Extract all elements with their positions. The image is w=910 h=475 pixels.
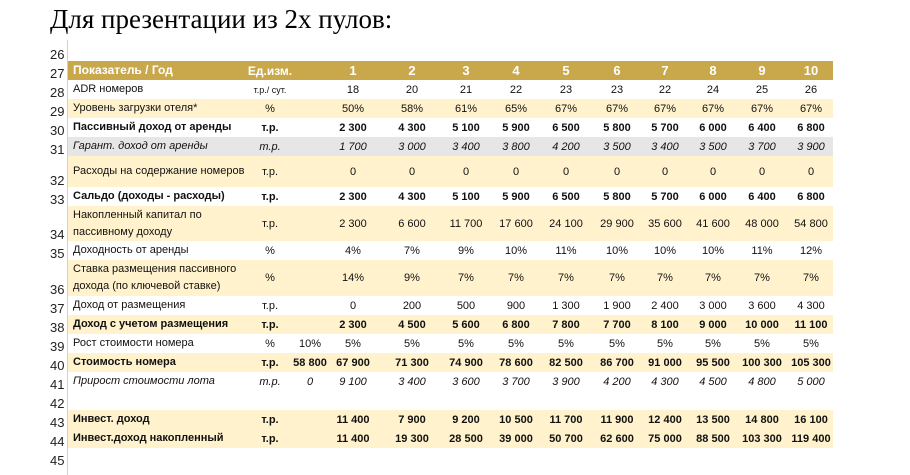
data-cell [491, 391, 541, 410]
data-cell: 7% [803, 272, 819, 284]
data-cell: 22 [509, 83, 523, 96]
data-cell: 11% [555, 244, 577, 257]
data-cell: 5 600 [452, 318, 480, 331]
data-cell: 9% [458, 244, 474, 257]
data-cell: 5 900 [502, 121, 530, 134]
data-cell: 3 000 [398, 140, 426, 153]
row-number: 31 [50, 142, 65, 157]
data-cell: 29 900 [600, 217, 634, 230]
data-cell: 5 800 [603, 121, 631, 134]
row-number: 45 [50, 453, 65, 468]
data-cell: 1 700 [339, 140, 367, 153]
data-cell: 0 [709, 165, 717, 178]
data-cell: 11 400 [336, 432, 370, 445]
data-cell: 0 [408, 165, 416, 178]
data-cell: 0 [349, 165, 357, 178]
data-cell: 95 500 [696, 356, 730, 369]
data-cell: 5 100 [452, 190, 480, 203]
data-cell: 65% [504, 102, 528, 115]
row-unit: т.р./ сут. [253, 84, 287, 95]
data-cell: 900 [506, 299, 526, 312]
data-cell: 11 900 [600, 413, 634, 426]
data-cell: 3 900 [552, 375, 580, 388]
data-cell: 7% [754, 272, 770, 284]
data-cell: 5 000 [797, 375, 825, 388]
row-label: Ставка размещения пассивного дохода (по ключевой ставке) [73, 263, 237, 292]
data-cell: 7% [657, 272, 673, 284]
row-number: 29 [50, 104, 65, 119]
data-cell: 5% [803, 337, 819, 350]
row-label: Доходность от аренды [73, 244, 189, 256]
data-cell: 25 [755, 83, 769, 96]
data-cell: 35 600 [648, 217, 682, 230]
header-year: 5 [562, 63, 570, 78]
data-cell: 7 800 [552, 318, 580, 331]
row-unit: % [265, 102, 275, 115]
row-number: 43 [50, 415, 65, 430]
data-cell: 9 000 [699, 318, 727, 331]
header-year: 8 [709, 63, 717, 78]
data-cell: 7 700 [603, 318, 631, 331]
data-cell: 50% [341, 102, 365, 115]
row-unit: % [265, 244, 275, 257]
row-unit: т.р. [261, 432, 279, 445]
row-label: Прирост стоимости лота [73, 375, 215, 387]
data-cell: 17 600 [499, 217, 533, 230]
data-cell: 50 700 [549, 432, 583, 445]
data-cell: 16 100 [794, 413, 828, 426]
row-label: Расходы на содержание номеров [73, 165, 245, 177]
data-cell: 5 900 [502, 190, 530, 203]
data-cell: 5% [609, 337, 625, 350]
data-cell: 67% [605, 102, 629, 115]
data-cell: 5% [345, 337, 361, 350]
data-cell: 4 300 [651, 375, 679, 388]
data-cell: 7% [609, 272, 625, 284]
data-cell: 3 000 [699, 299, 727, 312]
data-cell: 3 400 [452, 140, 480, 153]
data-cell: 11 700 [549, 413, 583, 426]
data-cell: 5 700 [651, 121, 679, 134]
data-cell: 2 300 [339, 121, 367, 134]
data-cell: 105 300 [791, 356, 831, 369]
data-cell: 0 [562, 165, 570, 178]
data-cell: 10% [504, 244, 528, 257]
row-number: 42 [50, 396, 65, 411]
data-cell: 0 [661, 165, 669, 178]
row-label: Уровень загрузки отеля* [73, 102, 198, 114]
row-number: 37 [50, 301, 65, 316]
data-cell: 26 [804, 83, 818, 96]
data-cell: 3 400 [651, 140, 679, 153]
data-cell: 7 900 [398, 413, 426, 426]
row-unit: т.р. [261, 121, 279, 134]
data-cell: 7% [458, 272, 474, 284]
data-cell [328, 391, 378, 410]
header-year: 4 [512, 63, 520, 78]
data-cell: 82 500 [549, 356, 583, 369]
data-cell: 11 700 [449, 217, 483, 230]
row-unit: % [265, 337, 275, 350]
data-cell: 24 [706, 83, 720, 96]
data-cell: 119 400 [791, 432, 831, 445]
data-cell: 4% [345, 244, 361, 257]
header-indicator-label: Показатель / Год [73, 63, 173, 77]
data-cell: 4 200 [552, 140, 580, 153]
data-cell [592, 391, 642, 410]
data-cell: 18 [346, 83, 360, 96]
data-cell: 75 000 [648, 432, 682, 445]
data-cell: 9 200 [452, 413, 480, 426]
data-cell [541, 391, 591, 410]
data-cell: 0 [462, 165, 470, 178]
data-cell: 6 000 [699, 190, 727, 203]
data-cell: 7% [558, 272, 574, 284]
data-cell: 2 300 [339, 217, 367, 230]
header-year: 2 [408, 63, 416, 78]
row-number: 41 [50, 377, 65, 392]
data-cell: 4 300 [797, 299, 825, 312]
data-cell [441, 391, 491, 410]
row-number: 35 [50, 246, 65, 261]
row-unit: т.р. [261, 413, 279, 426]
row-base-value: 58 800 [293, 356, 327, 369]
data-cell: 67% [653, 102, 677, 115]
data-cell: 6 400 [748, 190, 776, 203]
row-number: 39 [50, 339, 65, 354]
row-number: 32 [50, 173, 65, 188]
data-cell: 0 [512, 165, 520, 178]
data-cell: 103 300 [742, 432, 782, 445]
data-cell: 24 100 [549, 217, 583, 230]
data-cell: 3 800 [502, 140, 530, 153]
row-label: Рост стоимости номера [73, 337, 194, 349]
document-heading: Для презентации из 2х пулов: [50, 4, 393, 34]
data-cell: 5% [705, 337, 721, 350]
data-cell: 8 100 [651, 318, 679, 331]
data-cell: 71 300 [395, 356, 429, 369]
row-number: 33 [50, 192, 65, 207]
data-cell: 19 300 [395, 432, 429, 445]
data-cell: 6 800 [797, 190, 825, 203]
row-label: Доход с учетом размещения [73, 318, 229, 330]
data-cell: 4 500 [398, 318, 426, 331]
data-cell [640, 391, 690, 410]
data-cell: 12 400 [648, 413, 682, 426]
data-cell: 0 [613, 165, 621, 178]
data-cell: 6 500 [552, 190, 580, 203]
data-cell: 0 [758, 165, 766, 178]
data-cell: 12% [799, 244, 823, 257]
data-cell: 7% [705, 272, 721, 284]
row-number: 38 [50, 320, 65, 335]
data-cell: 4 300 [398, 121, 426, 134]
data-cell: 5% [508, 337, 524, 350]
data-cell: 61% [454, 102, 478, 115]
data-cell: 4 800 [748, 375, 776, 388]
data-cell: 67% [750, 102, 774, 115]
data-cell: 67% [701, 102, 725, 115]
data-cell: 9 100 [339, 375, 367, 388]
row-unit: т.р. [261, 217, 279, 230]
data-cell: 3 600 [748, 299, 776, 312]
data-cell: 11 400 [336, 413, 370, 426]
row-unit: т.р. [261, 299, 279, 312]
data-cell: 1 900 [603, 299, 631, 312]
data-cell: 10 500 [499, 413, 533, 426]
row-label: Сальдо (доходы - расходы) [73, 190, 225, 202]
row-unit: т.р. [261, 356, 279, 369]
row-number: 28 [50, 85, 65, 100]
data-cell: 6 800 [502, 318, 530, 331]
header-year: 7 [661, 63, 669, 78]
data-cell: 74 900 [449, 356, 483, 369]
row-unit: т.р. [261, 190, 279, 203]
row-unit: % [265, 272, 275, 284]
data-cell: 28 500 [449, 432, 483, 445]
data-cell: 23 [610, 83, 624, 96]
data-cell: 58% [400, 102, 424, 115]
data-cell: 23 [559, 83, 573, 96]
row-number: 27 [50, 66, 65, 81]
header-year: 9 [758, 63, 766, 78]
row-unit: т.р. [261, 165, 279, 178]
row-unit: т.р. [261, 318, 279, 331]
data-cell: 10 000 [745, 318, 779, 331]
data-cell [688, 391, 738, 410]
header-year: 6 [613, 63, 621, 78]
data-cell: 3 900 [797, 140, 825, 153]
row-number: 30 [50, 123, 65, 138]
data-cell [737, 391, 787, 410]
data-cell: 7% [404, 244, 420, 257]
row-unit: т.р. [259, 140, 281, 153]
row-label: Пассивный доход от аренды [73, 121, 232, 133]
data-cell: 3 700 [748, 140, 776, 153]
data-cell: 3 700 [502, 375, 530, 388]
data-cell: 86 700 [600, 356, 634, 369]
data-cell: 13 500 [696, 413, 730, 426]
data-cell: 54 800 [794, 217, 828, 230]
header-year: 10 [803, 63, 819, 78]
data-cell: 2 300 [339, 318, 367, 331]
data-cell: 62 600 [600, 432, 634, 445]
data-cell: 10% [653, 244, 677, 257]
row-number: 36 [50, 282, 65, 297]
data-cell: 21 [459, 83, 473, 96]
data-cell: 3 400 [398, 375, 426, 388]
header-unit-label: Ед.изм. [247, 63, 293, 78]
data-cell: 5 100 [452, 121, 480, 134]
data-cell: 78 600 [499, 356, 533, 369]
data-cell: 41 600 [696, 217, 730, 230]
row-number: 40 [50, 358, 65, 373]
data-cell: 10% [701, 244, 725, 257]
row-label: Инвест.доход накопленный [73, 432, 224, 444]
data-cell: 5% [404, 337, 420, 350]
data-cell: 67% [554, 102, 578, 115]
data-cell: 48 000 [745, 217, 779, 230]
data-cell: 67 900 [336, 356, 370, 369]
data-cell: 2 400 [651, 299, 679, 312]
data-cell: 0 [807, 165, 815, 178]
header-year: 3 [462, 63, 470, 78]
data-cell: 5% [458, 337, 474, 350]
data-cell: 4 300 [398, 190, 426, 203]
row-unit: т.р. [259, 375, 281, 388]
data-cell: 11 100 [794, 318, 828, 331]
data-cell: 100 300 [742, 356, 782, 369]
row-base-value: 0 [306, 375, 314, 388]
data-cell: 200 [402, 299, 422, 312]
data-cell: 4 500 [699, 375, 727, 388]
row-label: Накопленный капитал по пассивному доходу [73, 208, 202, 238]
row-label: Доход от размещения [73, 299, 186, 311]
data-cell: 500 [456, 299, 476, 312]
data-cell: 5 800 [603, 190, 631, 203]
data-cell: 3 500 [603, 140, 631, 153]
data-cell: 14% [341, 272, 365, 284]
data-cell: 6 600 [398, 217, 426, 230]
data-cell: 0 [349, 299, 357, 312]
data-cell: 88 500 [696, 432, 730, 445]
data-cell: 6 400 [748, 121, 776, 134]
row-unit [240, 391, 300, 410]
data-cell: 1 300 [552, 299, 580, 312]
data-cell: 4 200 [603, 375, 631, 388]
data-cell: 5% [754, 337, 770, 350]
data-cell: 20 [405, 83, 419, 96]
data-cell: 3 500 [699, 140, 727, 153]
row-number: 34 [50, 227, 65, 242]
row-label: Инвест. доход [73, 413, 150, 425]
data-cell: 2 300 [339, 190, 367, 203]
data-cell: 39 000 [499, 432, 533, 445]
data-cell: 22 [658, 83, 672, 96]
data-cell: 67% [799, 102, 823, 115]
data-cell [387, 391, 437, 410]
row-label: Гарант. доход от аренды [73, 140, 208, 152]
data-cell: 5% [558, 337, 574, 350]
header-year: 1 [349, 63, 357, 78]
data-cell: 10% [605, 244, 629, 257]
data-cell: 14 800 [745, 413, 779, 426]
data-cell: 5% [657, 337, 673, 350]
data-cell: 3 600 [452, 375, 480, 388]
data-cell: 6 800 [797, 121, 825, 134]
data-cell: 9% [404, 272, 420, 284]
row-label: Стоимость номера [73, 356, 176, 368]
row-number: 26 [50, 47, 65, 62]
data-cell: 5 700 [651, 190, 679, 203]
data-cell: 7% [508, 272, 524, 284]
data-cell: 6 500 [552, 121, 580, 134]
row-number: 44 [50, 434, 65, 449]
data-cell: 6 000 [699, 121, 727, 134]
data-cell: 11% [751, 244, 773, 257]
row-label [73, 391, 245, 410]
data-cell: 91 000 [648, 356, 682, 369]
data-cell [786, 391, 836, 410]
row-base-value: 10% [298, 337, 322, 350]
row-label: ADR номеров [73, 83, 144, 95]
